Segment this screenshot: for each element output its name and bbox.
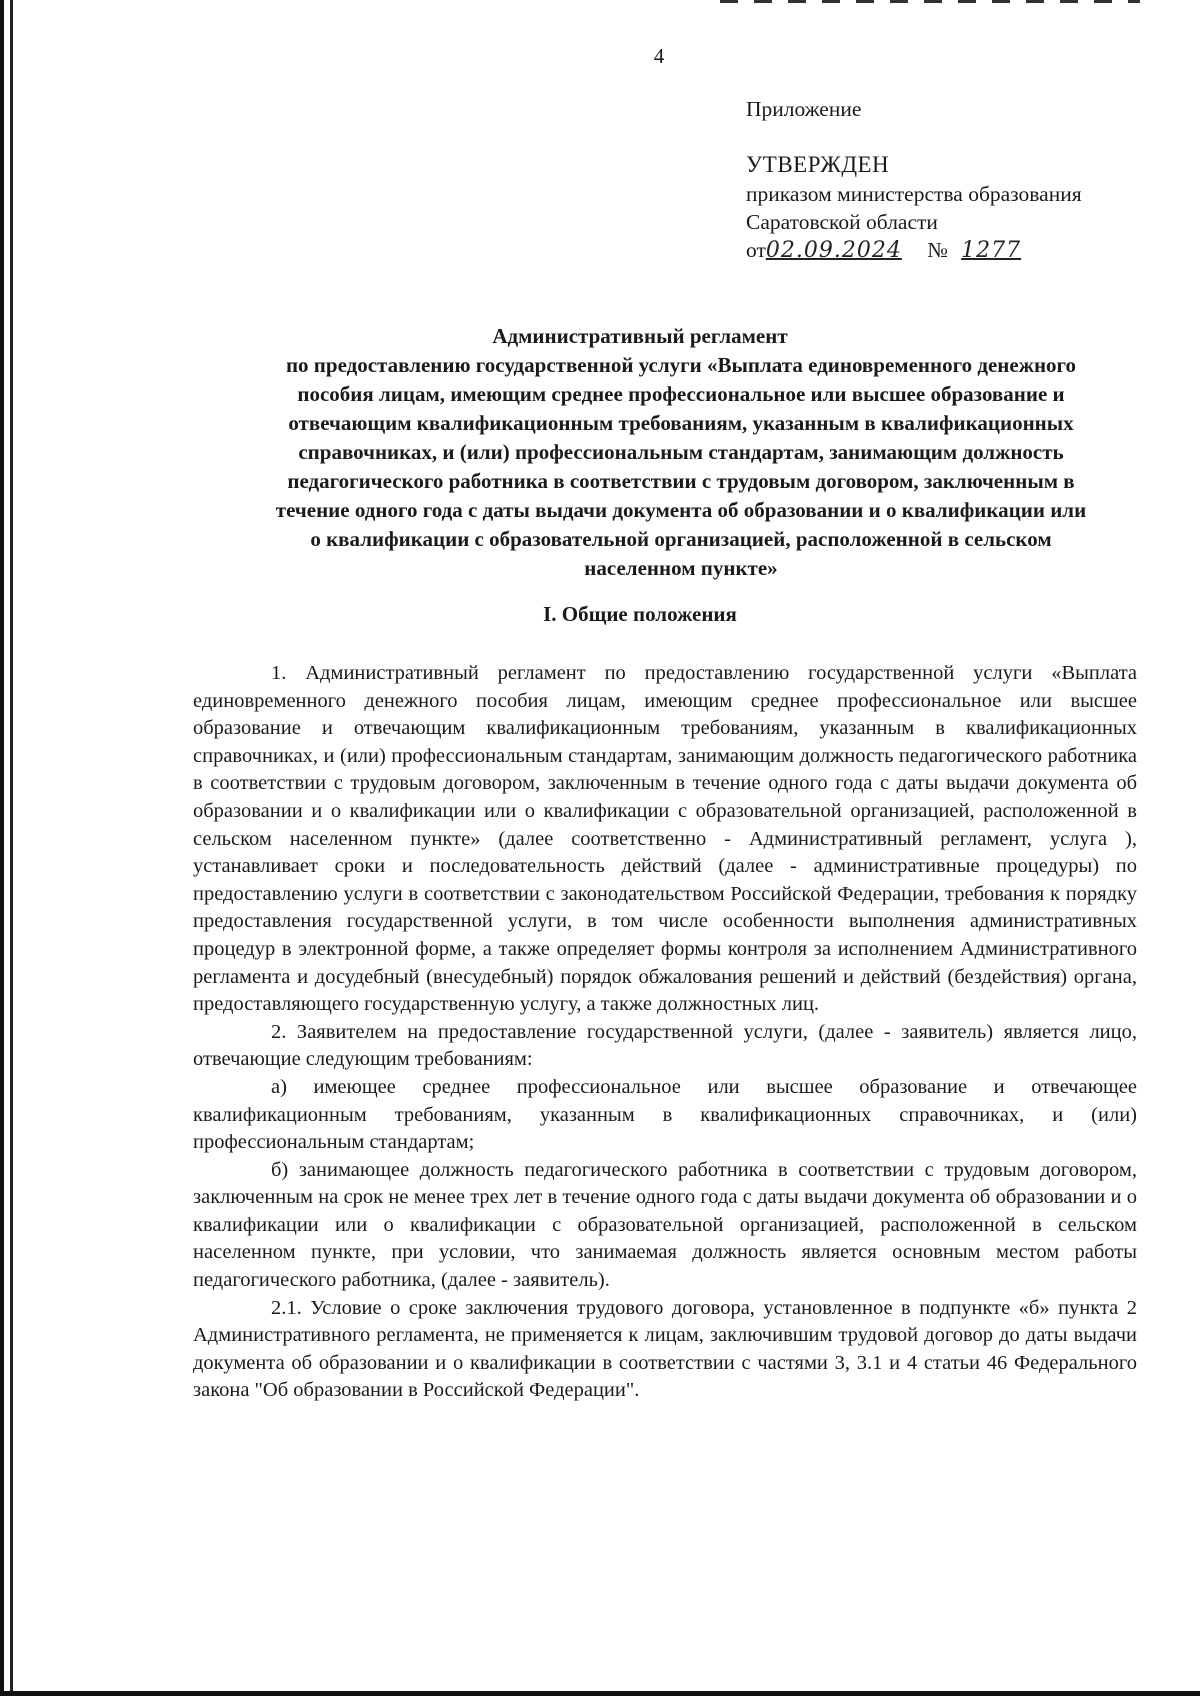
scan-edge-left bbox=[0, 0, 4, 1696]
section-heading: I. Общие положения bbox=[543, 602, 737, 626]
approved-label: УТВЕРЖДЕН bbox=[746, 152, 890, 177]
document-title-main: Административный регламент bbox=[492, 324, 788, 348]
paragraph-2b: б) занимающее должность педагогического работника в соответствии с трудовым договором, заключенным на срок не менее трех лет в течение одного года с даты выдачи документа об образовании и о квалификации или о квалификации с образовательной организацией, расположенной в сельском населенном пункте, при условии, что занимаемая должность является основным местом работы педагогического работника, (далее - заявитель). bbox=[193, 1158, 1137, 1292]
appendix-label: Приложение bbox=[746, 97, 862, 121]
approval-date-line bbox=[746, 236, 1166, 265]
paragraph-2-1: 2.1. Условие о сроке заключения трудового договора, установленное в подпункте «б» пункта 2 Административного регламента, не применяется к лицам, заключившим трудовой договор до даты выдачи документа об образовании и о квалификации в соответствии с частями 3, 3.1 и 4 статьи 46 Федерального закона "Об образовании в Российской Федерации". bbox=[193, 1296, 1137, 1402]
document-body bbox=[193, 660, 1137, 1405]
approval-order-line: приказом министерства образования bbox=[746, 182, 1082, 206]
handwritten-number: 1277 bbox=[961, 238, 1022, 263]
approval-block bbox=[746, 95, 1166, 265]
paragraph-2a: а) имеющее среднее профессиональное или высшее образование и отвечающее квалификационным требованиям, указанным в квалификационных справочниках, и (или) профессиональным стандартам; bbox=[193, 1075, 1137, 1154]
date-prefix: от bbox=[746, 238, 766, 262]
handwritten-date: 02.09.2024 bbox=[765, 238, 902, 263]
scan-edge-left-inner bbox=[10, 0, 13, 1696]
document-title bbox=[190, 322, 1090, 583]
page-number: 4 bbox=[653, 44, 665, 68]
number-sign: № bbox=[927, 238, 948, 262]
paragraph-1: 1. Административный регламент по предоставлению государственной услуги «Выплата единовременного денежного пособия лицам, имеющим среднее профессиональное или высшее образование и отвечающим квалификационным требованиям, указанным в квалификационных справочниках, и (или) профессиональным стандартам, занимающим должность педагогического работника в соответствии с трудовым договором, заключенным в течение одного года с даты выдачи документа об образовании и о квалификации или о квалификации с образовательной организацией, расположенной в сельском населенном пункте» (далее соответственно - Административный регламент, услуга ), устанавливает сроки и последовательность действий (далее - административные процедуры) по предоставлению услуги в соответствии с законодательством Российской Федерации, требования к порядку предоставления государственной услуги, в том числе особенности выполнения административных процедур в электронной форме, а также определяет формы контроля за исполнением Административного регламента и досудебный (внесудебный) порядок обжалования решений и действий (бездействия) органа, предоставляющего государственную услугу, а также должностных лиц. bbox=[193, 662, 1137, 1016]
scan-edge-bottom bbox=[0, 1691, 1200, 1696]
approval-region-line: Саратовской области bbox=[746, 210, 938, 234]
document-title-subject: по предоставлению государственной услуги «Выплата единовременного денежного пособия лицам, имеющим среднее профессиональное или высшее образование и отвечающим квалификационным требованиям, указанным в квалификационных справочниках, и (или) профессиональным стандартам, занимающим должность педагогического работника в соответствии с трудовым договором, заключенным в течение одного года с даты выдачи документа об образовании и о квалификации или о квалификации с образовательной организацией, расположенной в сельском населенном пункте» bbox=[275, 353, 1087, 580]
paragraph-2: 2. Заявителем на предоставление государственной услуги, (далее - заявитель) является лицо, отвечающие следующим требованиям: bbox=[193, 1020, 1137, 1071]
scan-edge-top bbox=[720, 0, 1140, 3]
